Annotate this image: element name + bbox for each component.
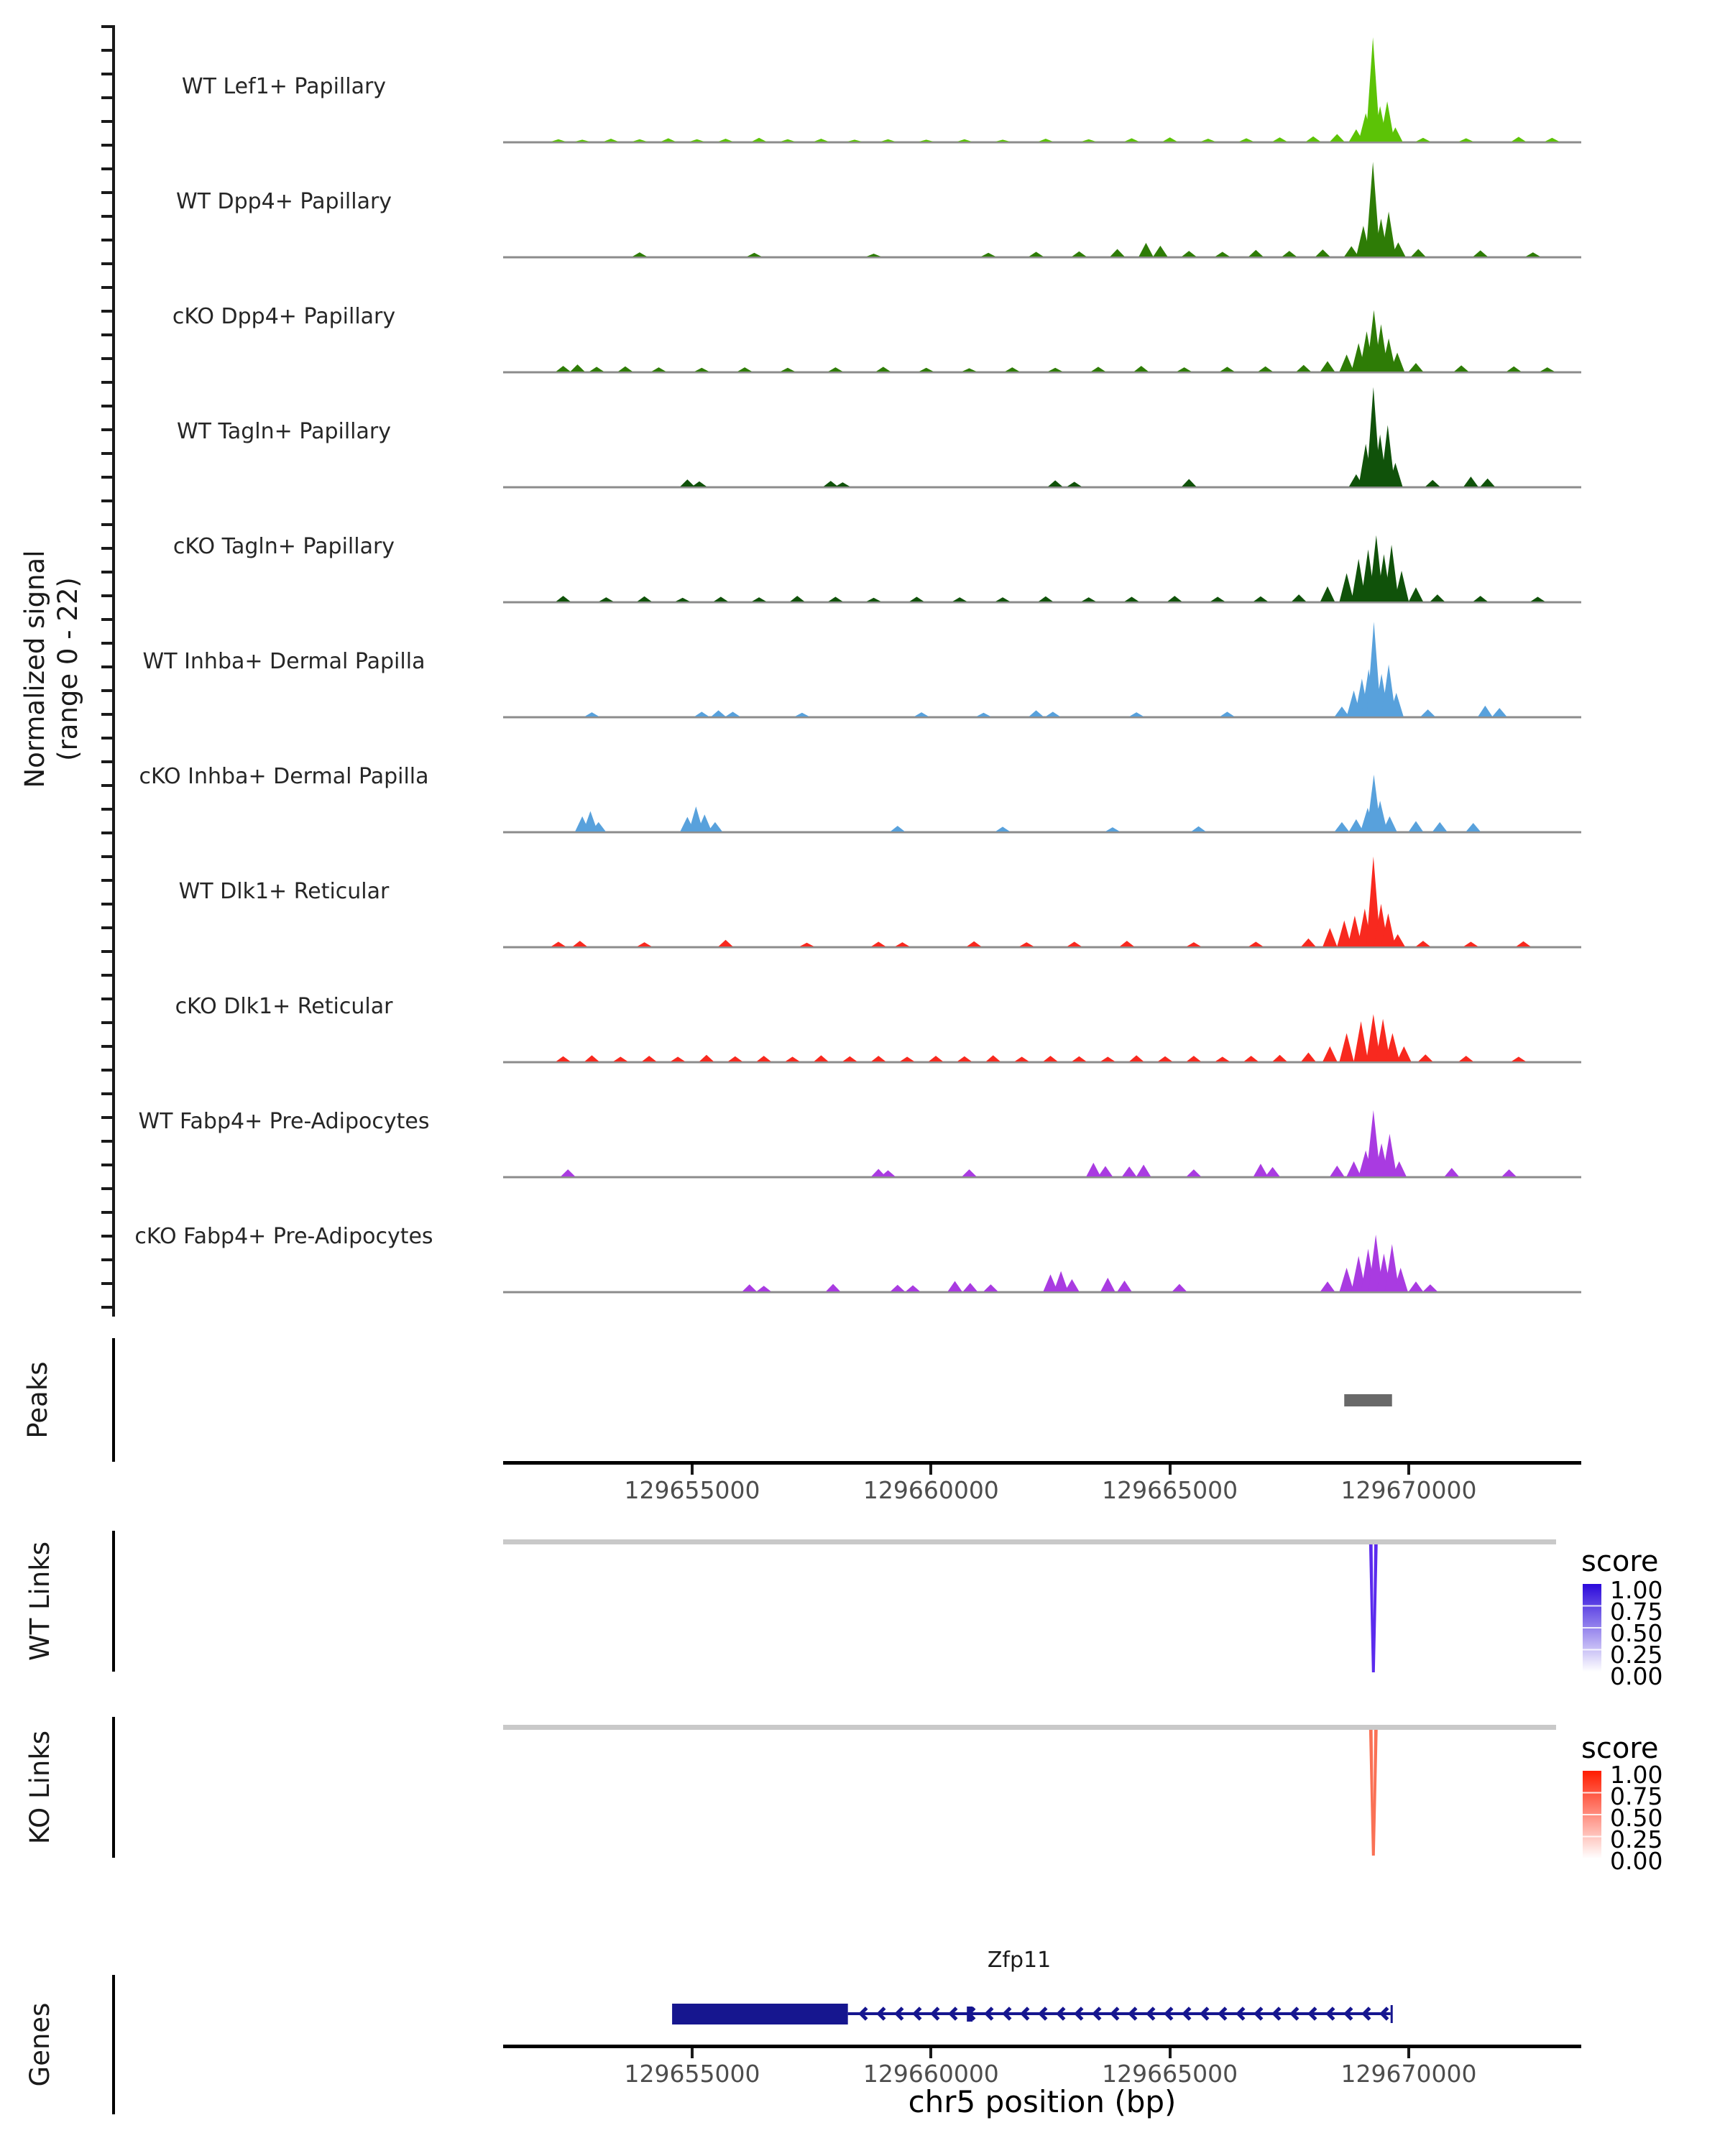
x-axis-tick-label: 129655000 [624, 1476, 760, 1504]
signal-bump [1039, 139, 1053, 142]
signal-bump [1335, 822, 1349, 831]
signal-bump [632, 252, 647, 257]
x-axis-title: chr5 position (bp) [908, 2084, 1177, 2119]
signal-bump [1048, 480, 1062, 487]
signal-bump [1072, 252, 1086, 257]
signal-bump [1526, 252, 1540, 257]
signal-bump [1459, 1056, 1473, 1061]
signal-bump [1297, 365, 1311, 372]
signal-bump [1118, 1281, 1132, 1291]
signal-bump [1201, 139, 1215, 142]
signal-bump [1192, 826, 1206, 831]
signal-bump [575, 139, 589, 142]
signal-bump [1340, 1033, 1354, 1061]
signal-bump [1432, 822, 1447, 831]
signal-bump [1177, 367, 1192, 372]
signal-bump [1153, 246, 1167, 257]
signal-bump [1320, 1281, 1335, 1291]
track-label: cKO Fabp4+ Pre-Adipocytes [134, 1224, 433, 1249]
signal-bump [692, 482, 707, 487]
signal-bump [561, 1169, 575, 1176]
signal-bump [957, 139, 972, 142]
x-axis-line-upper [503, 1461, 1581, 1465]
signal-bump [962, 368, 977, 372]
ko-links-legend-title: score [1581, 1732, 1659, 1765]
signal-bump [1301, 939, 1315, 946]
signal-bump [1254, 596, 1268, 602]
ko-links-baseline [503, 1725, 1556, 1730]
signal-bump [1335, 706, 1349, 717]
x-axis-tick-label: 129670000 [1340, 1476, 1477, 1504]
signal-bump [1187, 942, 1201, 946]
signal-bump [551, 139, 566, 142]
signal-bump [1254, 1164, 1268, 1176]
signal-bump [632, 139, 647, 142]
signal-bump [790, 596, 804, 602]
signal-bump [995, 826, 1010, 831]
signal-bump [919, 368, 934, 372]
signal-bump [747, 253, 761, 257]
signal-bump [1340, 354, 1354, 372]
signal-bump [651, 367, 666, 372]
signal-bump [1019, 942, 1034, 946]
signal-bump [661, 138, 676, 142]
signal-bump [599, 597, 613, 602]
signal-bump [1344, 247, 1358, 257]
signal-bump [906, 1285, 920, 1291]
signal-bump [1418, 1054, 1432, 1061]
signal-bump [1100, 1278, 1115, 1291]
signal-bump [1248, 250, 1263, 257]
signal-bump [1463, 941, 1478, 946]
signal-bump [995, 139, 1010, 142]
signal-bump [728, 1056, 742, 1061]
y-axis-label [19, 374, 85, 964]
signal-bump [986, 1055, 1000, 1061]
wt-links-legend-title: score [1581, 1545, 1659, 1578]
signal-bump [1322, 1046, 1337, 1061]
track-label: cKO Tagln+ Papillary [172, 534, 395, 559]
legend-tick-label: 0.25 [1610, 1825, 1663, 1853]
x-axis-tick [691, 1465, 694, 1475]
signal-bump [551, 941, 566, 946]
y-axis-label-line1: Normalized signal [19, 550, 50, 788]
x-axis-tick-label: 129665000 [1102, 2060, 1238, 2088]
signal-bump [800, 943, 814, 946]
signal-bump [714, 596, 728, 602]
signal-bump [1120, 941, 1134, 946]
ko-links-axis-bracket [112, 1717, 115, 1858]
signal-bump [1320, 586, 1335, 602]
signal-bump [1210, 596, 1225, 602]
signal-bump [1506, 367, 1521, 372]
signal-bump [1129, 712, 1144, 717]
legend-tick-label: 0.50 [1610, 1619, 1663, 1647]
signal-bump [1473, 596, 1488, 602]
signal-bump [1512, 1056, 1526, 1061]
signal-bump [1466, 823, 1481, 831]
signal-bump [842, 1056, 857, 1061]
signal-bump [1239, 138, 1254, 142]
signal-bump [1421, 709, 1435, 717]
signal-bump [952, 597, 967, 602]
signal-bump [1067, 941, 1082, 946]
track-label: WT Tagln+ Papillary [177, 419, 391, 444]
signal-bump [786, 1056, 800, 1061]
signal-bump [1067, 482, 1082, 487]
legend-tick-label: 0.50 [1610, 1804, 1663, 1832]
signal-bump [1122, 1166, 1136, 1176]
signal-bump [891, 826, 905, 831]
signal-bump [694, 711, 709, 717]
genes-section-label: Genes [24, 2002, 55, 2087]
signal-bump [895, 942, 909, 946]
signal-bump [556, 1056, 571, 1061]
signal-bump [752, 597, 766, 602]
signal-bump [556, 366, 571, 372]
signal-bump [1454, 365, 1468, 372]
signal-bump [1029, 252, 1044, 257]
signal-bump [1136, 1165, 1151, 1176]
signal-bump [1064, 1279, 1079, 1291]
signal-bump [638, 942, 652, 946]
wt-links-baseline [503, 1539, 1556, 1544]
gene-exon [967, 2007, 972, 2022]
signal-bump [676, 598, 690, 602]
signal-bump [699, 1055, 714, 1061]
track-label: cKO Inhba+ Dermal Papilla [139, 764, 429, 789]
wt-links-legend-gradient [1583, 1584, 1601, 1672]
signal-bump [1039, 596, 1053, 602]
signal-bump [584, 712, 599, 717]
signal-bump [1105, 827, 1120, 831]
x-axis-tick [1407, 1465, 1410, 1475]
signal-bump [876, 367, 891, 372]
legend-tick-label: 1.00 [1610, 1576, 1663, 1604]
signal-bump [1492, 708, 1506, 717]
peak-region [1344, 1394, 1392, 1406]
x-axis-tick [1407, 2048, 1410, 2058]
signal-bump [1248, 941, 1263, 946]
signal-bump [708, 822, 722, 831]
signal-bump [638, 596, 652, 602]
signal-bump [671, 1056, 685, 1061]
signal-bump [1322, 928, 1337, 946]
signal-bump [752, 138, 766, 142]
y-axis-label-line2: (range 0 - 22) [52, 577, 83, 761]
signal-bump [556, 596, 571, 602]
signal-bump [881, 139, 896, 142]
signal-bump [757, 1056, 771, 1061]
legend-tick-label: 0.00 [1610, 1847, 1663, 1875]
x-axis-line-lower [503, 2045, 1581, 2048]
signal-bump [881, 1170, 896, 1176]
signal-bump [1330, 1166, 1344, 1176]
signal-bump [967, 941, 981, 946]
signal-bump [914, 712, 929, 717]
signal-bump [1430, 594, 1445, 602]
signal-bump [1124, 596, 1138, 602]
signal-bump [1015, 1056, 1029, 1061]
signal-bump [919, 139, 934, 142]
signal-bump [1187, 1056, 1201, 1061]
track-label: WT Fabp4+ Pre-Adipocytes [138, 1109, 430, 1134]
track-label: WT Dlk1+ Reticular [178, 879, 390, 904]
signal-bump [1306, 137, 1320, 142]
signal-bump [1292, 594, 1306, 602]
signal-bump [1259, 367, 1273, 372]
x-axis-tick [1169, 1465, 1172, 1475]
signal-bump [1072, 1056, 1086, 1061]
signal-bump [1459, 138, 1473, 142]
signal-bump [1473, 250, 1488, 257]
signal-bump [1138, 243, 1153, 257]
signal-bump [1463, 476, 1478, 487]
signal-bump [957, 1056, 972, 1061]
signal-bump [1215, 1056, 1230, 1061]
signal-bump [737, 367, 752, 372]
signal-bump [1481, 479, 1495, 487]
signal-bump [1411, 249, 1425, 257]
legend-tick-label: 0.00 [1610, 1662, 1663, 1690]
signal-bump [757, 1286, 771, 1291]
signal-bump [814, 1055, 828, 1061]
signal-bump [680, 479, 694, 487]
gene-end-marker [1391, 2005, 1393, 2023]
legend-tick-label: 1.00 [1610, 1761, 1663, 1789]
signal-bump [719, 139, 733, 142]
signal-bump [1330, 134, 1344, 142]
ko-links-legend-gradient [1583, 1771, 1601, 1858]
signal-bump [570, 364, 584, 372]
signal-bump [828, 596, 842, 602]
signal-bump [1215, 252, 1230, 257]
signal-bump [1273, 137, 1287, 142]
signal-bump [867, 254, 881, 257]
signal-bump [909, 596, 924, 602]
signal-bump [1086, 1163, 1100, 1176]
genes-axis-bracket [112, 1975, 115, 2114]
signal-bump [795, 713, 809, 717]
signal-bump [604, 139, 618, 142]
signal-bump [814, 139, 828, 142]
gene-exon [672, 2004, 848, 2024]
signal-bump [1502, 1169, 1517, 1176]
signal-bump [867, 598, 881, 602]
x-axis-tick [691, 2048, 694, 2058]
signal-bump [1340, 1268, 1354, 1291]
x-axis-tick [929, 2048, 932, 2058]
signal-bump [1273, 1055, 1287, 1061]
signal-bump [1124, 138, 1138, 142]
signal-bump [1445, 1168, 1459, 1176]
wt-links-section-label: WT Links [24, 1542, 55, 1661]
signal-bump [690, 139, 704, 142]
signal-bump [1167, 596, 1182, 602]
signal-bump [1320, 361, 1335, 372]
signal-bump [1220, 711, 1234, 717]
signal-bump [1172, 1284, 1187, 1291]
x-axis-tick-label: 129670000 [1340, 2060, 1477, 2088]
signal-bump [824, 481, 838, 487]
signal-bump [694, 368, 709, 372]
signal-bump [1158, 1056, 1172, 1061]
signal-bump [1409, 587, 1423, 602]
signal-bump [1163, 137, 1177, 142]
signal-bump [1182, 251, 1196, 257]
signal-bump [726, 711, 740, 717]
signal-bump [618, 367, 632, 372]
x-axis-tick [929, 1465, 932, 1475]
signal-bump [1409, 821, 1423, 832]
signal-bump [642, 1056, 656, 1061]
legend-tick-label: 0.25 [1610, 1641, 1663, 1669]
signal-bump [1110, 249, 1125, 257]
signal-bump [1182, 479, 1196, 487]
signal-bump [1220, 367, 1234, 372]
signal-bump [1397, 1046, 1411, 1061]
signal-bump [995, 597, 1010, 602]
signal-bump [1416, 941, 1430, 946]
track-label: cKO Dlk1+ Reticular [175, 994, 393, 1019]
signal-bump [1266, 1167, 1280, 1176]
signal-bump [1046, 711, 1060, 717]
signal-bump [963, 1283, 978, 1291]
signal-bump [613, 1056, 627, 1061]
signal-bump [1129, 1055, 1144, 1061]
x-axis-tick-label: 129655000 [624, 2060, 760, 2088]
signal-bump [962, 1169, 977, 1176]
x-axis-tick-label: 129660000 [862, 2060, 999, 2088]
signal-bump [1100, 1056, 1115, 1061]
signal-bump [1478, 706, 1492, 717]
signal-bump [981, 253, 995, 257]
signal-bump [900, 1056, 914, 1061]
signal-bump [826, 1284, 840, 1291]
signal-bump [835, 482, 850, 487]
signal-bump [781, 368, 795, 372]
signal-bump [1098, 1166, 1113, 1177]
signal-bump [712, 710, 726, 717]
ko-links-section-label: KO Links [24, 1730, 55, 1845]
signal-bump [1187, 1169, 1201, 1176]
track-label: cKO Dpp4+ Papillary [172, 304, 396, 329]
signal-bump [976, 713, 990, 717]
signal-bump [1530, 596, 1545, 602]
signal-bump [1082, 139, 1096, 142]
signal-bump [891, 1285, 905, 1291]
signal-bump [828, 367, 842, 372]
x-axis-tick-label: 129660000 [862, 1476, 999, 1504]
wt-links-axis-bracket [112, 1531, 115, 1672]
signal-bump [1043, 1056, 1057, 1061]
track-label: WT Lef1+ Papillary [181, 74, 387, 99]
signal-bump [871, 1056, 886, 1061]
signal-bump [1244, 1056, 1259, 1061]
signal-bump [1425, 480, 1440, 487]
signal-bump [1029, 710, 1044, 717]
signal-bump [719, 940, 733, 946]
signal-bump [1540, 367, 1555, 372]
signal-bump [1512, 137, 1526, 142]
signal-bump [1282, 251, 1297, 257]
signal-bump [573, 941, 587, 946]
gene-name-label: Zfp11 [987, 1948, 1052, 1973]
x-axis-tick-label: 129665000 [1102, 1476, 1238, 1504]
signal-bump [1347, 1161, 1361, 1176]
legend-tick-label: 0.75 [1610, 1598, 1663, 1626]
signal-bump [1082, 597, 1096, 602]
signal-bump [589, 367, 604, 372]
signal-bump [1382, 1134, 1397, 1176]
signal-bump [1545, 138, 1559, 142]
track-label: WT Dpp4+ Papillary [175, 189, 392, 214]
track-label: WT Inhba+ Dermal Papilla [142, 649, 426, 674]
signal-bump [929, 1056, 943, 1061]
signal-bump [1091, 367, 1105, 372]
signal-bump [1301, 1052, 1315, 1061]
signal-bump [1134, 366, 1149, 372]
signal-bump [1409, 1281, 1423, 1291]
signal-bump [1416, 138, 1430, 142]
signal-bump [1048, 368, 1062, 372]
signal-bump [1423, 1284, 1438, 1291]
signal-bump [948, 1281, 962, 1292]
legend-tick-label: 0.75 [1610, 1782, 1663, 1810]
signal-bump [584, 1055, 599, 1061]
signal-bump [1315, 249, 1330, 257]
signal-bump [1409, 363, 1423, 372]
signal-bump [1005, 367, 1019, 372]
signal-bump [742, 1284, 757, 1291]
signal-bump [1340, 573, 1354, 602]
signal-bump [1517, 941, 1531, 946]
signal-bump [847, 139, 862, 142]
peaks-section-label: Peaks [22, 1361, 53, 1439]
signal-bump [983, 1284, 998, 1291]
signal-bump [781, 139, 795, 142]
signal-bump [1354, 1021, 1368, 1061]
signal-bump [1054, 1271, 1068, 1291]
x-axis-tick [1169, 2048, 1172, 2058]
peaks-axis-bracket [112, 1338, 115, 1462]
signal-bump [871, 941, 886, 946]
